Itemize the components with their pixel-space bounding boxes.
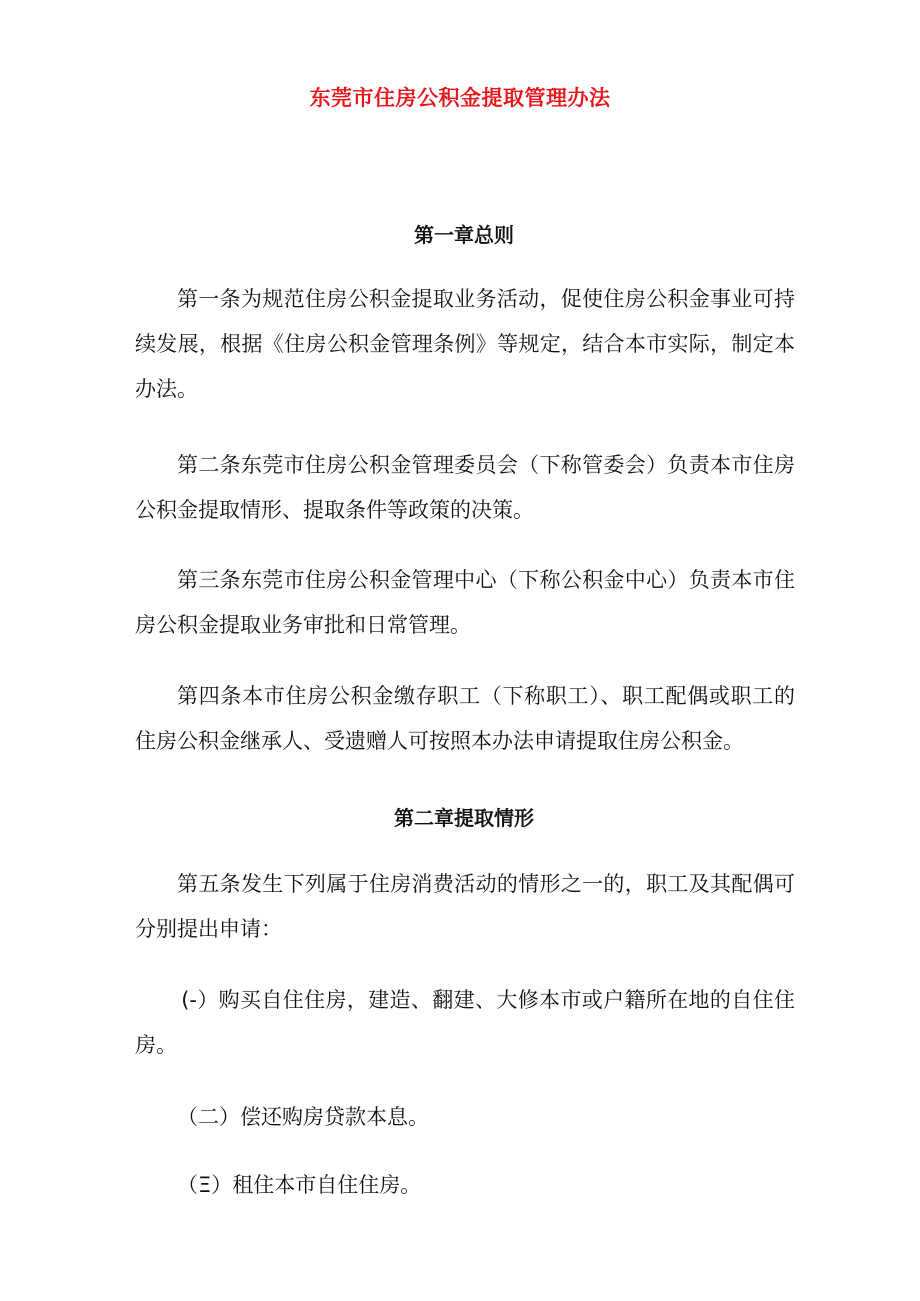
- chapter-heading: 第一章总则: [414, 223, 514, 247]
- article-paragraph: 第二条东莞市住房公积金管理委员会（下称管委会）负责本市住房公积金提取情形、提取条件等政策的决策。: [135, 453, 795, 522]
- document-title: 东莞市住房公积金提取管理办法: [309, 86, 611, 110]
- article-paragraph: 第三条东莞市住房公积金管理中心（下称公积金中心）负责本市住房公积金提取业务审批和日常管理。: [135, 568, 795, 637]
- list-item: （二）偿还购房贷款本息。: [177, 1105, 429, 1129]
- list-item: （Ξ）租住本市自住住房。: [177, 1173, 422, 1197]
- article-paragraph: 第四条本市住房公积金缴存职工（下称职工）、职工配偶或职工的住房公积金继承人、受遗赠人可按照本办法申请提取住房公积金。: [135, 684, 795, 753]
- article-paragraph: 第一条为规范住房公积金提取业务活动，促使住房公积金事业可持续发展，根据《住房公积金管理条例》等规定，结合本市实际，制定本办法。: [135, 287, 795, 401]
- chapter-heading: 第二章提取情形: [394, 806, 534, 830]
- list-item: (-）购买自住住房，建造、翻建、大修本市或户籍所在地的自住住房。: [135, 988, 795, 1057]
- article-paragraph: 第五条发生下列属于住房消费活动的情形之一的，职工及其配偶可分别提出申请：: [135, 872, 795, 941]
